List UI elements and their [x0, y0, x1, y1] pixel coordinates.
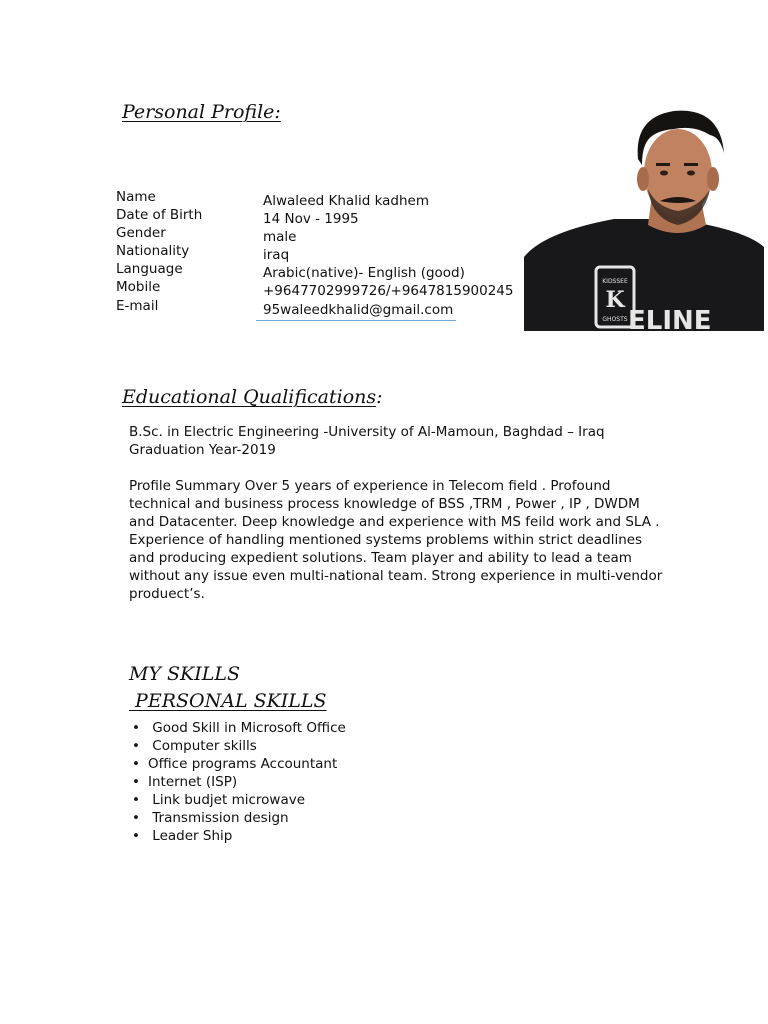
label-mobile: Mobile: [116, 279, 161, 295]
label-nationality: Nationality: [116, 243, 190, 259]
skill-label: Leader Ship: [148, 828, 233, 844]
value-gender: male: [263, 229, 297, 245]
skill-label: Good Skill in Microsoft Office: [148, 720, 346, 736]
skill-item: [132, 791, 305, 809]
value-name: Alwaleed Khalid kadhem: [263, 193, 430, 209]
logo-mark-text: K: [605, 287, 625, 313]
label-gender: Gender: [116, 225, 166, 241]
value-nationality: iraq: [263, 247, 290, 263]
bullet-icon: •: [132, 738, 140, 754]
skill-item: [132, 773, 237, 791]
skill-item: [132, 737, 257, 755]
skill-label: Transmission design: [148, 810, 289, 826]
value-language: Arabic(native)- English (good): [263, 265, 465, 281]
bullet-icon: •: [132, 810, 140, 826]
education-heading-colon: :: [376, 386, 383, 408]
education-heading: [122, 386, 383, 408]
skill-item: [132, 719, 346, 737]
email-underline: [256, 320, 456, 321]
degree-text: B.Sc. in Electric Engineering -University of Al-Mamoun, Baghdad – Iraq Graduation Year-2019: [129, 424, 605, 458]
value-date-of-birth: 14 Nov - 1995: [263, 211, 359, 227]
bullet-icon: •: [132, 756, 140, 772]
skill-item: [132, 827, 232, 845]
value-email-link[interactable]: 95waleedkhalid@gmail.com: [263, 302, 454, 318]
profile-summary-text: Profile Summary Over 5 years of experience in Telecom field . Profound technical and business process knowledge of BSS ,TRM , Power , IP , DWDM and Datacenter. Deep knowledge and experience with MS feild work and SLA . Experience of handling mentioned systems problems within strict deadlines and producing expedient solutions. Team player and ability to lead a team without any issue even multi-national team. Strong experience in multi-vendor produect’s.: [129, 478, 663, 602]
bullet-icon: •: [132, 828, 140, 844]
value-mobile: +9647702999726/+9647815900245: [263, 283, 514, 299]
skill-label: Computer skills: [148, 738, 257, 754]
personal-skills-heading: PERSONAL SKILLS: [129, 690, 327, 712]
bullet-icon: •: [132, 720, 140, 736]
skill-label: Internet (ISP): [148, 774, 238, 790]
logo-top-text: KIDSSEE: [602, 278, 628, 285]
bullet-icon: •: [132, 774, 140, 790]
logo-bottom-text: GHOSTS: [602, 316, 628, 323]
label-date-of-birth: Date of Birth: [116, 207, 203, 223]
skill-item: [132, 809, 289, 827]
profile-photo: [524, 107, 764, 331]
skill-item: [132, 755, 337, 773]
personal-profile-heading: Personal Profile:: [122, 101, 281, 123]
label-language: Language: [116, 261, 183, 277]
label-email: E-mail: [116, 298, 159, 314]
skill-label: Office programs Accountant: [148, 756, 338, 772]
label-name: Name: [116, 189, 156, 205]
shirt-text: ELINE: [628, 306, 712, 331]
my-skills-heading: MY SKILLS: [129, 663, 241, 685]
education-heading-text: Educational Qualifications: [122, 386, 377, 408]
skill-label: Link budjet microwave: [148, 792, 306, 808]
portrait-photo-icon: [524, 107, 764, 331]
bullet-icon: •: [132, 792, 140, 808]
